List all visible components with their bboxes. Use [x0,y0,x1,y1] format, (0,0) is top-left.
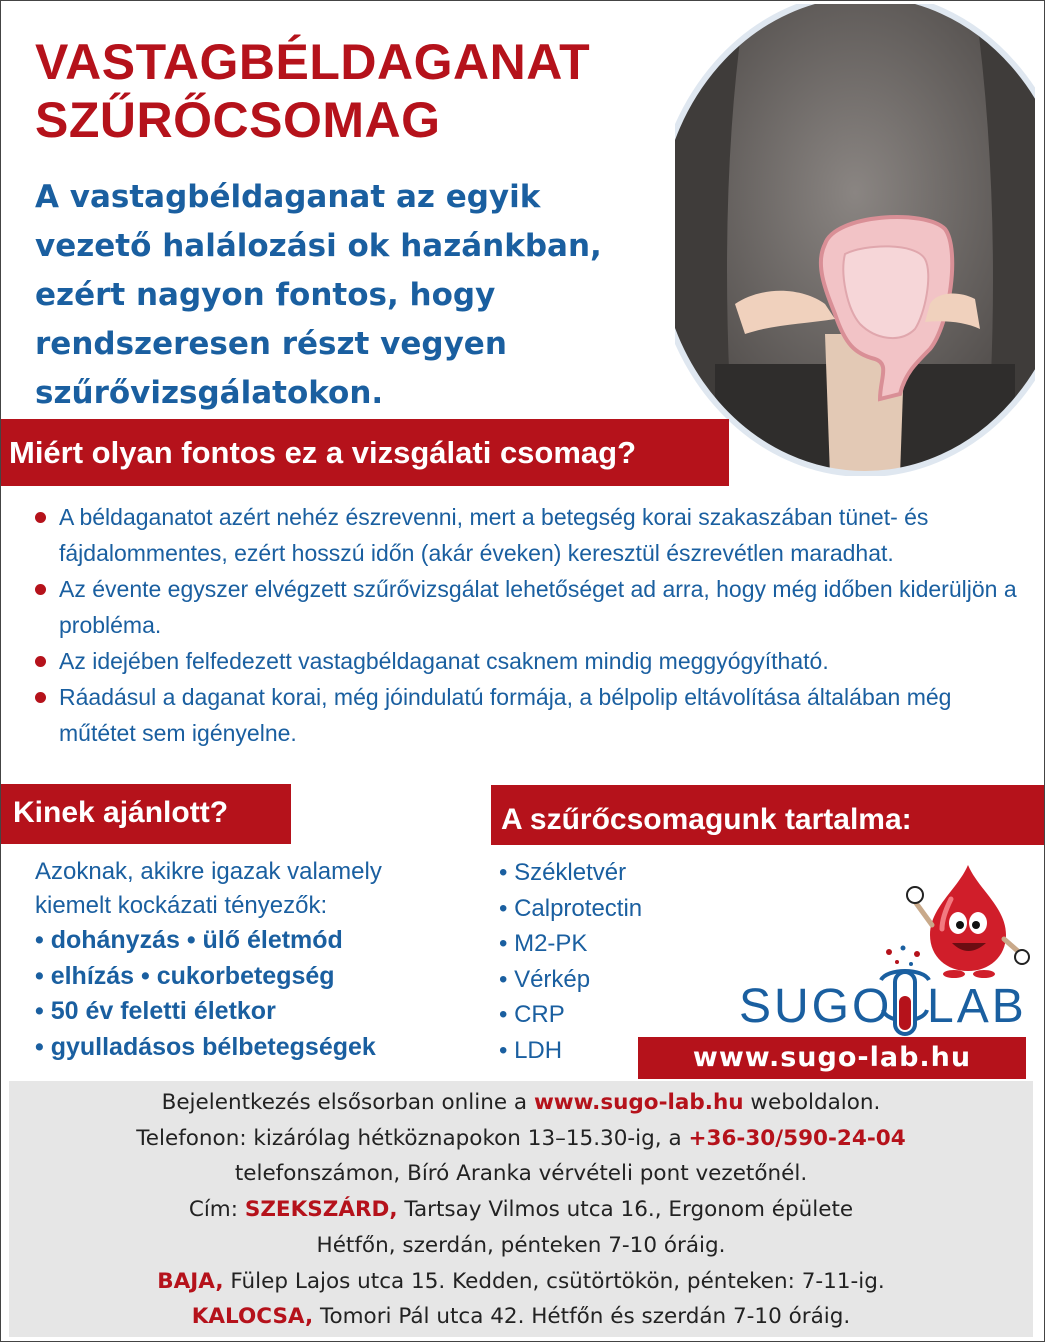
page-title [35,33,590,149]
why-heading: Miért olyan fontos ez a vizsgálati csomag? [9,435,637,470]
who-heading: Kinek ajánlott? [13,796,229,829]
list-item: • dohányzás • ülő életmód [35,926,343,954]
list-item: • gyulladásos bélbetegségek [35,1032,376,1061]
who-section [35,855,475,1065]
footer-text: Bejelentkezés elsősorban online a [161,1090,534,1115]
who-intro-line: kiemelt kockázati tényezők: [35,892,328,919]
footer-city: KALOCSA, [191,1304,314,1330]
footer-text: Telefonon: kizárólag hétköznapokon 13–15.30-ig, a [136,1125,689,1151]
logo-text-right: LAB [927,980,1027,1033]
footer-text: Tartsay Vilmos utca 16., Ergonom épülete [397,1197,854,1223]
list-item: • CRP [499,1001,565,1028]
why-heading-bar [1,419,729,486]
website-url[interactable]: www.sugo-lab.hu [692,1042,972,1073]
footer-text: weboldalon. [743,1090,881,1115]
contents-heading-bar [491,785,1044,845]
footer-text: Fülep Lajos utca 15. Kedden, csütörtökön, pénteken: 7-11-ig. [223,1268,885,1294]
intro-line: A vastagbéldaganat az egyik [35,179,541,215]
colon-illustration-photo [675,4,1035,476]
footer-line-baja [9,1264,1033,1300]
footer-line-address-szekszard [9,1192,1033,1228]
logo-text-left: SUGO [739,980,893,1033]
contents-heading: A szűrőcsomagunk tartalma: [501,803,912,836]
intro-text [35,173,675,418]
colon-illustration-svg [675,4,1035,476]
footer-line-kalocsa [9,1299,1033,1335]
title-line-1: VASTAGBÉLDAGANAT [35,34,591,90]
list-item: Az évente egyszer elvégzett szűrővizsgálat lehetőséget ad arra, hogy még időben kiderüljön a probléma. [33,571,1018,643]
intro-line: szűrővizsgálatokon. [35,375,384,411]
intro-line: vezető halálozási ok hazánkban, [35,228,602,264]
list-item: • Vérkép [499,965,591,993]
risk-factor-list [35,923,475,1065]
footer-website-link[interactable]: www.sugo-lab.hu [533,1090,744,1115]
footer-text: Tomori Pál utca 42. Hétfőn és szerdán 7-10 óráig. [313,1304,851,1330]
footer-text: Cím: [188,1197,245,1223]
list-item: Ráadásul a daganat korai, még jóindulatú formája, a bélpolip eltávolítása általában még műtétet sem igényelne. [33,679,1018,751]
contact-footer [9,1081,1033,1337]
intro-line: rendszeresen részt vegyen [35,326,507,362]
footer-line-online [9,1085,1033,1121]
who-heading-bar [1,784,291,844]
list-item: A béldaganatot azért nehéz észrevenni, mert a betegség korai szakaszában tünet- és fájdalommentes, ezért hosszú időn (akár éveken) keresztül észrevétlen maradhat. [33,499,1018,571]
list-item: Az idejében felfedezett vastagbéldaganat csaknem mindig meggyógyítható. [33,643,1018,679]
list-item: • Calprotectin [499,894,643,922]
sugolab-logo [739,944,1029,1044]
footer-line-contact: telefonszámon, Bíró Aranka vérvételi pont vezetőnél. [234,1161,808,1187]
list-item: • 50 év feletti életkor [35,997,276,1025]
list-item: • elhízás • cukorbetegség [35,961,335,990]
test-tube-icon [877,944,933,1040]
title-line-2: SZŰRŐCSOMAG [35,92,441,148]
list-item: • LDH [499,1036,563,1064]
footer-city: SZEKSZÁRD, [244,1197,398,1223]
package-contents-list [499,855,642,1068]
footer-line-hours-szekszard: Hétfőn, szerdán, pénteken 7-10 óráig. [316,1232,726,1258]
who-intro [35,855,475,923]
list-item: • Székletvér [499,859,627,886]
footer-phone-number[interactable]: +36-30/590-24-04 [688,1125,906,1151]
website-url-badge[interactable] [638,1037,1026,1079]
list-item: • M2-PK [499,930,588,957]
who-intro-line: Azoknak, akikre igazak valamely [35,858,382,885]
footer-line-phone [9,1121,1033,1157]
intro-line: ezért nagyon fontos, hogy [35,277,496,313]
why-list [33,499,1018,751]
footer-city: BAJA, [157,1268,224,1294]
